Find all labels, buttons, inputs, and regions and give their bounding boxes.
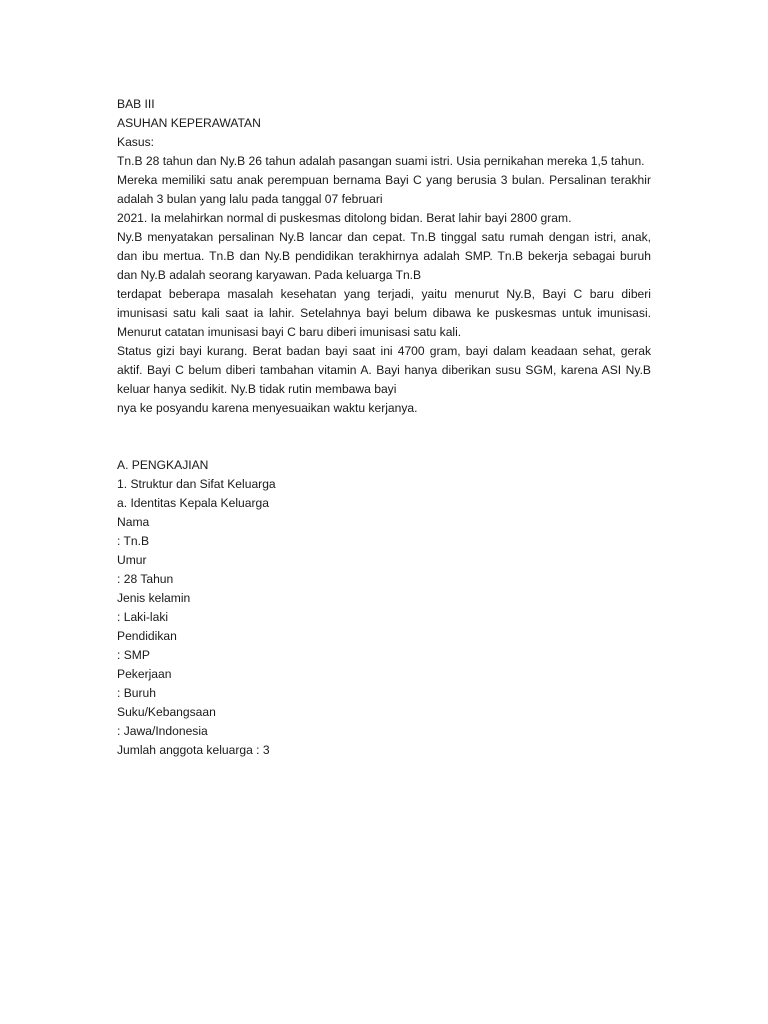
family-count: Jumlah anggota keluarga : 3	[117, 743, 270, 757]
subsection-heading: 1. Struktur dan Sifat Keluarga	[117, 477, 276, 491]
case-line: adalah 3 bulan yang lalu pada tanggal 07 februari	[117, 192, 383, 206]
field-value-ethnicity: : Jawa/Indonesia	[117, 724, 208, 738]
case-paragraph	[117, 152, 651, 418]
case-line: Tn.B 28 tahun dan Ny.B 26 tahun adalah pasangan suami istri. Usia pernikahan mereka 1,5 tahun.	[117, 154, 645, 168]
case-line: terdapat beberapa masalah kesehatan yang terjadi, yaitu menurut Ny.B, Bayi C baru diberi	[117, 287, 651, 301]
field-value-gender: : Laki-laki	[117, 610, 169, 624]
field-label-education: Pendidikan	[117, 629, 177, 643]
case-line: dan Ny.B adalah seorang karyawan. Pada keluarga Tn.B	[117, 268, 422, 282]
case-line: nya ke posyandu karena menyesuaikan waktu kerjanya.	[117, 401, 418, 415]
case-line: Menurut catatan imunisasi bayi C baru diberi imunisasi satu kali.	[117, 325, 462, 339]
case-line: Status gizi bayi kurang. Berat badan bayi saat ini 4700 gram, bayi dalam keadaan sehat, gerak	[117, 344, 651, 358]
field-label-name: Nama	[117, 515, 150, 529]
case-line: aktif. Bayi C belum diberi tambahan vitamin A. Bayi hanya diberikan susu SGM, karena ASI Ny.B	[117, 363, 651, 377]
case-line: keluar hanya sedikit. Ny.B tidak rutin membawa bayi	[117, 382, 397, 396]
field-value-education: : SMP	[117, 648, 150, 662]
identity-fields	[117, 513, 651, 741]
field-value-occupation: : Buruh	[117, 686, 156, 700]
field-label-age: Umur	[117, 553, 147, 567]
chapter-title: ASUHAN KEPERAWATAN	[117, 116, 261, 130]
field-value-name: : Tn.B	[117, 534, 150, 548]
case-label: Kasus:	[117, 135, 154, 149]
case-line: imunisasi satu kali saat ia lahir. Setelahnya bayi belum dibawa ke puskesmas untuk imunisasi.	[117, 306, 651, 320]
case-line: Mereka memiliki satu anak perempuan bernama Bayi C yang berusia 3 bulan. Persalinan terakhir	[117, 173, 651, 187]
section-heading: A. PENGKAJIAN	[117, 458, 209, 472]
field-label-gender: Jenis kelamin	[117, 591, 191, 605]
subsubsection-heading: a. Identitas Kepala Keluarga	[117, 496, 269, 510]
document-page	[117, 95, 651, 760]
chapter-heading: BAB III	[117, 97, 155, 111]
field-value-age: : 28 Tahun	[117, 572, 174, 586]
case-line: dan ibu mertua. Tn.B dan Ny.B pendidikan terakhirnya adalah SMP. Tn.B bekerja sebagai buruh	[117, 249, 651, 263]
field-label-occupation: Pekerjaan	[117, 667, 172, 681]
case-line: Ny.B menyatakan persalinan Ny.B lancar dan cepat. Tn.B tinggal satu rumah dengan istri, anak,	[117, 230, 651, 244]
field-label-ethnicity: Suku/Kebangsaan	[117, 705, 216, 719]
case-line: 2021. Ia melahirkan normal di puskesmas ditolong bidan. Berat lahir bayi 2800 gram.	[117, 211, 572, 225]
section-spacer	[117, 418, 651, 456]
